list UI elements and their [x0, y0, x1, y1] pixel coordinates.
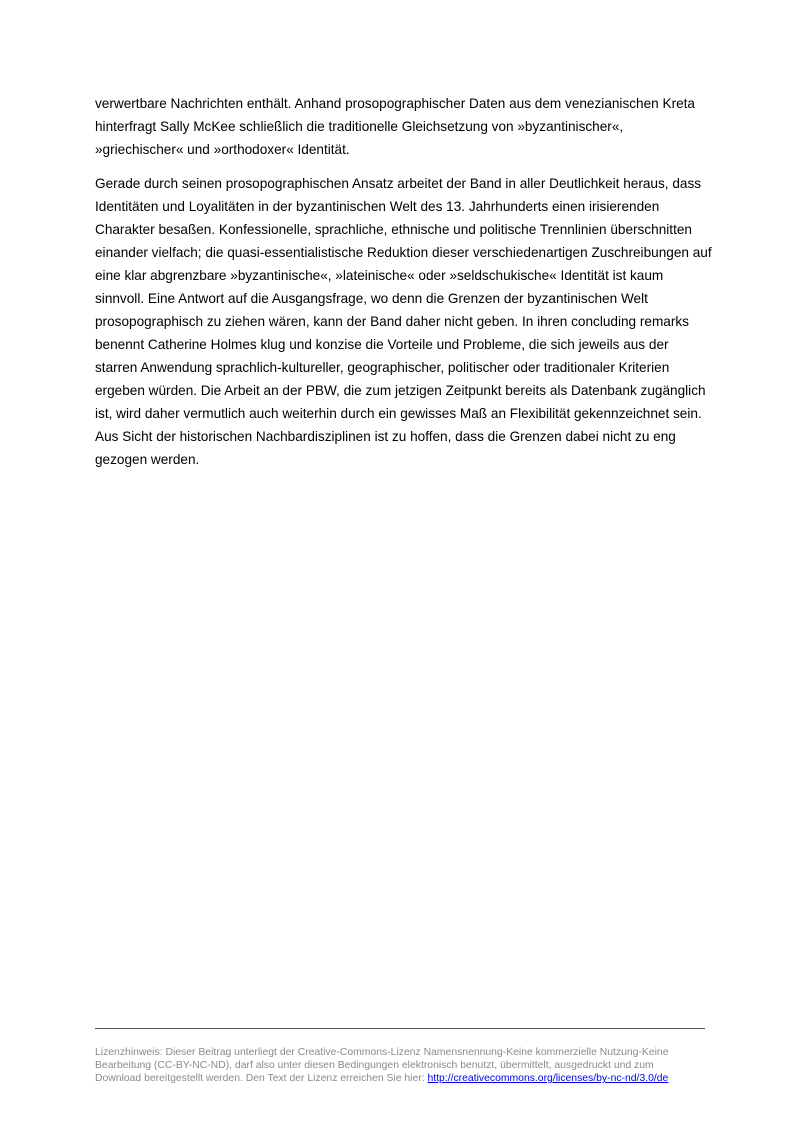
- text-line: verwertbare Nachrichten enthält. Anhand prosopographischer Daten aus dem venezianischen Kreta: [95, 96, 695, 111]
- text-line: benennt Catherine Holmes klug und konzise die Vorteile und Probleme, die sich jeweils aus der: [95, 337, 669, 352]
- footer-line: Bearbeitung (CC-BY-NC-ND), darf also unter diesen Bedingungen elektronisch benutzt, übermittelt, ausgedruckt und zum: [95, 1060, 654, 1071]
- body-text: [95, 92, 715, 482]
- text-line: ergeben würden. Die Arbeit an der PBW, die zum jetzigen Zeitpunkt bereits als Datenbank zugänglich: [95, 383, 706, 398]
- text-line: Charakter besaßen. Konfessionelle, sprachliche, ethnische und politische Trennlinien überschnitten: [95, 222, 692, 237]
- text-line: gezogen werden.: [95, 452, 200, 467]
- text-line: einander vielfach; die quasi-essentialistische Reduktion dieser verschiedenartigen Zuschreibungen auf: [95, 245, 712, 260]
- footer-line: [95, 1072, 715, 1085]
- text-line: Aus Sicht der historischen Nachbardisziplinen ist zu hoffen, dass die Grenzen dabei nicht zu eng: [95, 429, 676, 444]
- footer-line: Lizenzhinweis: Dieser Beitrag unterliegt der Creative-Commons-Lizenz Namensnennung-Keine kommerzielle Nutzung-Keine: [95, 1047, 669, 1058]
- text-line: prosopographisch zu ziehen wären, kann der Band daher nicht geben. In ihren concluding remarks: [95, 314, 689, 329]
- license-link[interactable]: http://creativecommons.org/licenses/by-nc-nd/3.0/de: [427, 1073, 669, 1084]
- text-line: »griechischer« und »orthodoxer« Identität.: [95, 142, 350, 157]
- text-line: Gerade durch seinen prosopographischen Ansatz arbeitet der Band in aller Deutlichkeit heraus, dass: [95, 176, 702, 191]
- paragraph: [95, 92, 715, 161]
- text-line: sinnvoll. Eine Antwort auf die Ausgangsfrage, wo denn die Grenzen der byzantinischen Welt: [95, 291, 648, 306]
- text-line: eine klar abgrenzbare »byzantinische«, »lateinische« oder »seldschukische« Identität ist kaum: [95, 268, 664, 283]
- text-line: ist, wird daher vermutlich auch weiterhin durch ein gewisses Maß an Flexibilität gekennzeichnet sein.: [95, 406, 702, 421]
- text-line: Identitäten und Loyalitäten in der byzantinischen Welt des 13. Jahrhunderts einen irisierenden: [95, 199, 660, 214]
- text-line: hinterfragt Sally McKee schließlich die traditionelle Gleichsetzung von »byzantinischer«,: [95, 119, 624, 134]
- license-footer: [95, 1046, 715, 1085]
- footer-line-prefix: Download bereitgestellt werden. Den Text der Lizenz erreichen Sie hier:: [95, 1073, 428, 1084]
- text-line: starren Anwendung sprachlich-kultureller, geographischer, politischer oder traditionaler Kriterien: [95, 360, 670, 375]
- footer-divider: [95, 1028, 705, 1029]
- paragraph: [95, 172, 715, 471]
